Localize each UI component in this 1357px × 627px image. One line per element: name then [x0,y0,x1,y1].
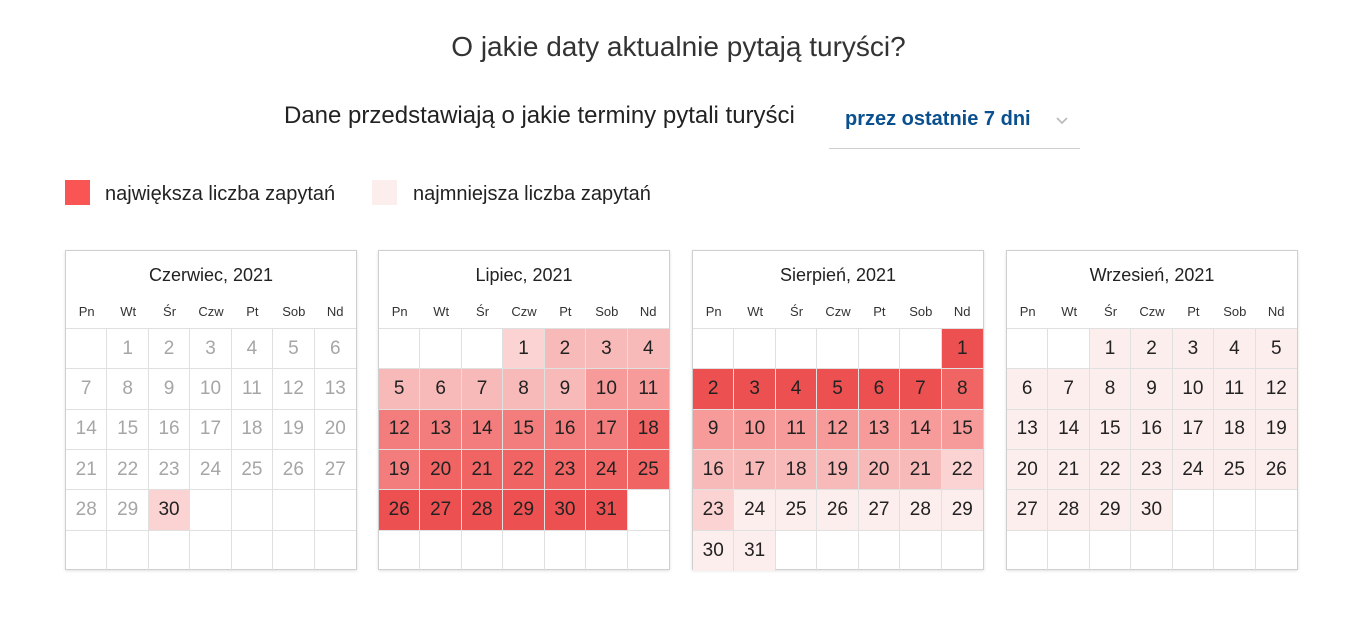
day-cell: 18 [628,410,669,450]
weekday-label: Śr [163,304,177,319]
empty-cell [420,531,461,571]
day-cell: 3 [734,369,775,409]
day-cell: 2 [545,329,586,369]
day-cell: 14 [1048,410,1089,450]
weekday-label: Pn [1019,304,1036,319]
empty-cell [1007,531,1048,571]
empty-cell [817,329,858,369]
weekday-label: Śr [790,304,804,319]
day-cell: 16 [149,410,190,450]
legend-most-label: największa liczba zapytań [105,183,336,205]
empty-cell [1256,490,1297,530]
weekday-label: Pn [78,304,95,319]
weekday-label: Pt [246,304,259,319]
day-cell: 9 [693,410,734,450]
day-cell: 22 [503,450,544,490]
day-cell: 14 [462,410,503,450]
day-cell: 15 [1090,410,1131,450]
day-cell: 5 [379,369,420,409]
day-cell: 20 [859,450,900,490]
empty-cell [1173,490,1214,530]
day-cell: 27 [859,490,900,530]
calendar-title: Sierpień, 2021 [779,265,897,285]
empty-cell [859,329,900,369]
day-cell: 5 [1256,329,1297,369]
day-cell: 30 [1131,490,1172,530]
day-cell: 4 [1214,329,1255,369]
day-cell: 6 [1007,369,1048,409]
empty-cell [859,531,900,571]
day-cell: 10 [1173,369,1214,409]
empty-cell [586,531,627,571]
day-cell: 30 [545,490,586,530]
weekday-label: Śr [1104,304,1118,319]
day-cell: 9 [545,369,586,409]
empty-cell [462,329,503,369]
day-cell: 29 [107,490,148,530]
empty-cell [628,490,669,530]
empty-cell [315,490,356,530]
day-cell: 3 [586,329,627,369]
day-cell: 29 [1090,490,1131,530]
weekday-label: Nd [953,304,971,319]
empty-cell [734,329,775,369]
empty-cell [776,531,817,571]
day-cell: 8 [1090,369,1131,409]
calendar-title: Czerwiec, 2021 [148,265,274,285]
weekday-label: Sob [909,304,933,319]
day-cell: 27 [1007,490,1048,530]
weekday-label: Pn [391,304,408,319]
empty-cell [1090,531,1131,571]
weekday-label: Wt [1061,304,1078,319]
day-cell: 23 [1131,450,1172,490]
day-cell: 5 [817,369,858,409]
empty-cell [776,329,817,369]
day-cell: 21 [66,450,107,490]
day-cell: 25 [1214,450,1255,490]
day-cell: 30 [149,490,190,530]
weekday-label: Wt [120,304,137,319]
day-cell: 12 [379,410,420,450]
weekday-label: Śr [476,304,490,319]
empty-cell [1131,531,1172,571]
day-cell: 21 [1048,450,1089,490]
empty-cell [462,531,503,571]
day-cell: 17 [190,410,231,450]
day-cell: 7 [900,369,941,409]
empty-cell [1173,531,1214,571]
day-cell: 27 [315,450,356,490]
day-cell: 13 [315,369,356,409]
day-cell: 10 [586,369,627,409]
empty-cell [1214,490,1255,530]
day-cell: 25 [776,490,817,530]
day-cell: 17 [734,450,775,490]
calendar-title: Wrzesień, 2021 [1089,265,1215,285]
calendar-june [65,250,357,570]
empty-cell [1048,329,1089,369]
empty-cell [107,531,148,571]
weekday-label: Czw [198,304,224,319]
empty-cell [693,329,734,369]
chevron-down-icon [1055,113,1069,127]
weekday-label: Czw [825,304,851,319]
day-cell: 8 [942,369,983,409]
day-cell: 28 [1048,490,1089,530]
weekday-label: Nd [1267,304,1285,319]
day-cell: 25 [232,450,273,490]
day-cell: 23 [693,490,734,530]
empty-cell [545,531,586,571]
legend-most-swatch [65,180,90,205]
calendar-september [1006,250,1298,570]
day-cell: 3 [1173,329,1214,369]
day-cell: 26 [379,490,420,530]
day-cell: 24 [190,450,231,490]
empty-cell [273,531,314,571]
day-cell: 28 [900,490,941,530]
weekday-label: Nd [326,304,344,319]
weekday-label: Pt [559,304,572,319]
empty-cell [628,531,669,571]
day-cell: 26 [1256,450,1297,490]
empty-cell [66,531,107,571]
weekday-header [379,304,669,322]
empty-cell [379,531,420,571]
day-cell: 19 [379,450,420,490]
empty-cell [232,531,273,571]
empty-cell [817,531,858,571]
day-cell: 10 [190,369,231,409]
empty-cell [66,329,107,369]
day-cell: 13 [859,410,900,450]
subtitle: Dane przedstawiają o jakie terminy pytali turyści [284,102,795,129]
day-cell: 19 [273,410,314,450]
day-cell: 11 [232,369,273,409]
day-cell: 18 [776,450,817,490]
weekday-header [693,304,983,322]
day-cell: 20 [1007,450,1048,490]
page-title: O jakie daty aktualnie pytają turyści? [451,31,906,62]
day-cell: 19 [1256,410,1297,450]
day-cell: 23 [149,450,190,490]
empty-cell [900,531,941,571]
weekday-label: Sob [282,304,306,319]
weekday-label: Czw [511,304,537,319]
day-cell: 25 [628,450,669,490]
day-cell: 14 [900,410,941,450]
day-grid [66,328,356,571]
weekday-label: Pn [705,304,722,319]
day-cell: 10 [734,410,775,450]
empty-cell [900,329,941,369]
day-cell: 11 [776,410,817,450]
empty-cell [232,490,273,530]
period-dropdown-value: przez ostatnie 7 dni [845,108,1031,130]
day-cell: 17 [1173,410,1214,450]
day-cell: 16 [1131,410,1172,450]
day-cell: 26 [273,450,314,490]
day-cell: 31 [586,490,627,530]
day-cell: 11 [1214,369,1255,409]
empty-cell [1048,531,1089,571]
empty-cell [942,531,983,571]
day-cell: 12 [1256,369,1297,409]
calendar-july [378,250,670,570]
empty-cell [190,490,231,530]
day-cell: 28 [66,490,107,530]
day-cell: 12 [273,369,314,409]
day-cell: 31 [734,531,775,571]
day-cell: 7 [66,369,107,409]
calendar-august [692,250,984,570]
day-cell: 2 [693,369,734,409]
day-cell: 23 [545,450,586,490]
day-cell: 11 [628,369,669,409]
weekday-header [1007,304,1297,322]
day-cell: 13 [420,410,461,450]
day-cell: 8 [503,369,544,409]
day-cell: 19 [817,450,858,490]
calendar-title: Lipiec, 2021 [475,265,573,285]
day-grid [1007,328,1297,571]
empty-cell [1007,329,1048,369]
empty-cell [190,531,231,571]
empty-cell [1256,531,1297,571]
day-cell: 15 [942,410,983,450]
day-cell: 21 [900,450,941,490]
day-cell: 4 [232,329,273,369]
legend-least-swatch [372,180,397,205]
period-dropdown[interactable] [829,96,1080,149]
day-cell: 7 [462,369,503,409]
day-cell: 24 [1173,450,1214,490]
day-cell: 9 [149,369,190,409]
day-cell: 1 [942,329,983,369]
empty-cell [420,329,461,369]
day-cell: 29 [503,490,544,530]
day-cell: 13 [1007,410,1048,450]
day-cell: 6 [315,329,356,369]
day-cell: 24 [586,450,627,490]
day-cell: 16 [693,450,734,490]
day-cell: 18 [232,410,273,450]
day-cell: 26 [817,490,858,530]
day-cell: 6 [420,369,461,409]
weekday-label: Pt [873,304,886,319]
day-cell: 1 [1090,329,1131,369]
empty-cell [503,531,544,571]
empty-cell [1214,531,1255,571]
day-cell: 30 [693,531,734,571]
weekday-label: Sob [1223,304,1247,319]
day-cell: 22 [1090,450,1131,490]
day-cell: 22 [107,450,148,490]
day-cell: 8 [107,369,148,409]
day-cell: 12 [817,410,858,450]
day-cell: 1 [503,329,544,369]
day-cell: 4 [628,329,669,369]
day-cell: 2 [149,329,190,369]
day-cell: 17 [586,410,627,450]
weekday-label: Wt [747,304,764,319]
day-cell: 5 [273,329,314,369]
day-cell: 16 [545,410,586,450]
day-cell: 29 [942,490,983,530]
day-cell: 22 [942,450,983,490]
day-cell: 3 [190,329,231,369]
day-cell: 21 [462,450,503,490]
empty-cell [379,329,420,369]
legend-least-label: najmniejsza liczba zapytań [413,183,651,205]
day-cell: 28 [462,490,503,530]
day-cell: 2 [1131,329,1172,369]
day-cell: 9 [1131,369,1172,409]
day-cell: 15 [503,410,544,450]
day-cell: 15 [107,410,148,450]
day-cell: 24 [734,490,775,530]
empty-cell [273,490,314,530]
weekday-label: Nd [639,304,657,319]
day-cell: 14 [66,410,107,450]
empty-cell [149,531,190,571]
day-cell: 27 [420,490,461,530]
day-cell: 20 [420,450,461,490]
day-cell: 1 [107,329,148,369]
day-cell: 4 [776,369,817,409]
weekday-header [66,304,356,322]
day-cell: 18 [1214,410,1255,450]
weekday-label: Wt [433,304,450,319]
weekday-label: Sob [595,304,619,319]
day-grid [379,328,669,571]
weekday-label: Pt [1187,304,1200,319]
day-grid [693,328,983,571]
day-cell: 7 [1048,369,1089,409]
day-cell: 20 [315,410,356,450]
empty-cell [315,531,356,571]
weekday-label: Czw [1139,304,1165,319]
day-cell: 6 [859,369,900,409]
